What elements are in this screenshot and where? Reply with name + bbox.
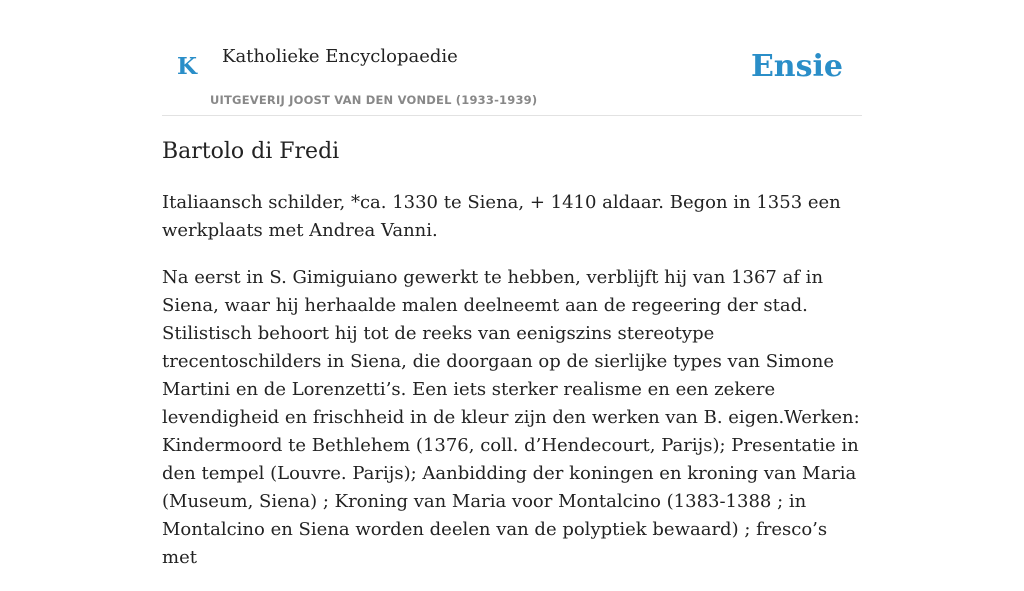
article xyxy=(162,138,862,591)
publisher-label: UITGEVERIJ JOOST VAN DEN VONDEL (1933-1939) xyxy=(210,93,538,107)
brand-logo-link[interactable]: Ensie xyxy=(750,49,843,84)
site-title-link[interactable]: Katholieke Encyclopaedie xyxy=(222,46,458,67)
article-paragraph-1: Italiaansch schilder, *ca. 1330 te Siena, + 1410 aldaar. Begon in 1353 een werkplaats met Andrea Vanni. xyxy=(162,191,841,241)
logo-icon[interactable]: K xyxy=(177,53,197,80)
site-header xyxy=(162,0,862,116)
article-paragraph-2: Na eerst in S. Gimiguiano gewerkt te hebben, verblijft hij van 1367 af in Siena, waar hij herhaalde malen deelneemt aan de regeering der stad. Stilistisch behoort hij tot de reeks van eenigszins stereotype trecentoschilders in Siena, die doorgaan op de sierlijke types van Simone Martini en de Lorenzetti’s. Een iets sterker realisme en een zekere levendigheid en frischheid in de kleur zijn den werken van B. eigen.Werken: Kindermoord te Bethlehem (1376, coll. d’Hendecourt, Parijs); Presentatie in den tempel (Louvre. Parijs); Aanbidding der koningen en kroning van Maria (Museum, Siena) ; Kroning van Maria voor Montalcino (1383-1388 ; in Montalcino en Siena worden deelen van de polyptiek bewaard) ; fresco’s met xyxy=(162,266,860,568)
article-title: Bartolo di Fredi xyxy=(162,139,340,164)
